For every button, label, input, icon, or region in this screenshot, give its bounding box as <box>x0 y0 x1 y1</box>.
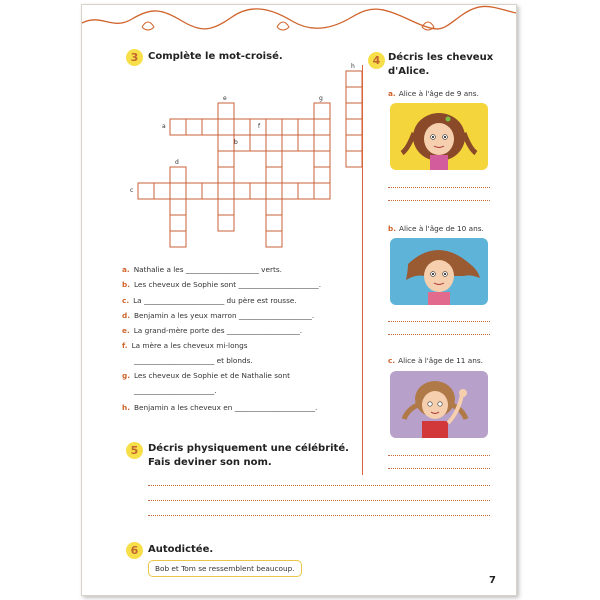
clue-letter-g: g <box>319 95 323 102</box>
list-item: h. Benjamin a les cheveux en ______________________. <box>122 403 318 412</box>
page-number: 7 <box>489 575 496 586</box>
list-item: d. Benjamin a les yeux marron ____________________. <box>122 311 315 320</box>
answer-line <box>388 455 490 456</box>
answer-line <box>388 468 490 469</box>
exercise-4-title: Décris les cheveux d'Alice. <box>388 52 494 77</box>
list-item: g. Les cheveux de Sophie et de Nathalie sont <box>122 371 290 380</box>
list-item: e. La grand-mère porte des ____________________. <box>122 326 303 335</box>
clue-letter-e: e <box>223 95 227 102</box>
subitem-a-label: a. Alice à l'âge de 9 ans. <box>388 89 479 98</box>
alice-age-10-illustration <box>390 238 488 305</box>
list-item: c. La ______________________ du père est rousse. <box>122 296 297 305</box>
clue-letter-h: h <box>351 63 355 70</box>
answer-line <box>388 200 490 201</box>
dictation-sentence: Bob et Tom se ressemblent beaucoup. <box>148 560 302 577</box>
exercise-5-title: Décris physiquement une célébrité. Fais deviner son nom. <box>148 443 349 468</box>
clue-letter-b: b <box>234 139 238 146</box>
list-item: ______________________. <box>134 386 217 395</box>
clue-letter-f: f <box>258 123 261 130</box>
list-item: b. Les cheveux de Sophie sont ______________________. <box>122 280 322 289</box>
exercise-3-title: Complète le mot-croisé. <box>148 51 283 62</box>
subitem-b-label: b. Alice à l'âge de 10 ans. <box>388 224 484 233</box>
clue-letter-a: a <box>162 123 166 130</box>
answer-line <box>148 500 490 501</box>
alice-age-9-illustration <box>390 103 488 170</box>
exercise-3-number: 3 <box>126 49 143 66</box>
answer-line <box>388 321 490 322</box>
exercise-6-title: Autodictée. <box>148 544 214 555</box>
answer-line <box>388 334 490 335</box>
list-item: ______________________ et blonds. <box>134 356 253 365</box>
answer-line <box>148 485 490 486</box>
clue-letter-d: d <box>175 159 179 166</box>
exercise-4-number: 4 <box>368 52 385 69</box>
list-item: a. Nathalie a les ____________________ verts. <box>122 265 282 274</box>
clue-letter-c: c <box>130 187 134 194</box>
answer-line <box>388 187 490 188</box>
list-item: f. La mère a les cheveux mi-longs <box>122 341 248 350</box>
answer-line <box>148 515 490 516</box>
workbook-page <box>81 4 517 596</box>
exercise-5-number: 5 <box>126 442 143 459</box>
column-divider <box>362 65 363 475</box>
subitem-c-label: c. Alice à l'âge de 11 ans. <box>388 356 483 365</box>
exercise-6-number: 6 <box>126 542 143 559</box>
alice-age-11-illustration <box>390 371 488 438</box>
